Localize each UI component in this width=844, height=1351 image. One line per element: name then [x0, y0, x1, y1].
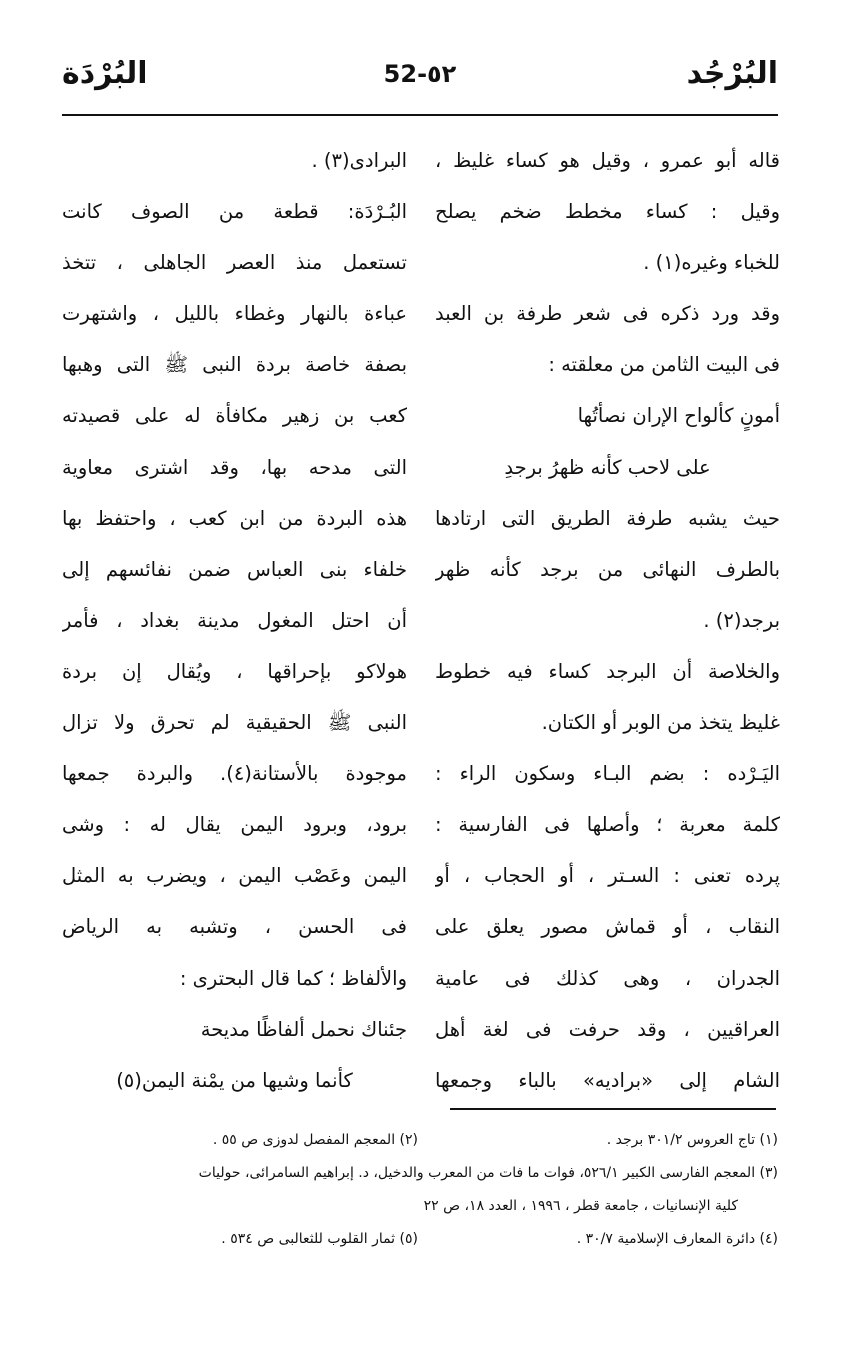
page-header [62, 56, 778, 100]
footnote-row [62, 1124, 778, 1157]
footnote-3-continued: كلية الإنسانيات ، جامعة قطر ، ١٩٩٦ ، العدد ١٨، ص ٢٢ [423, 1198, 738, 1214]
text-line: تستعمل منذ العصر الجاهلى ، تتخذ [62, 251, 407, 275]
footnote-4: (٤) دائرة المعارف الإسلامية ٣٠/٧ . [576, 1231, 778, 1247]
text-line: والخلاصة أن البرجد كساء فيه خطوط [435, 659, 780, 683]
header-left-title: البُرْدَة [62, 56, 148, 91]
text-line: پرده تعنى : السـتر ، أو الحجاب ، أو [435, 864, 780, 888]
entry-heading-line: اليَـرْده : بضم البـاء وسكون الراء : [435, 762, 780, 786]
text-line: كلمة معربة ؛ وأصلها فى الفارسية : [435, 813, 780, 837]
text-line: العراقيين ، وقد حرفت فى لغة أهل [435, 1017, 780, 1041]
text-line: خلفاء بنى العباس ضمن نفائسهم إلى [62, 557, 407, 581]
text-line: فى الحسن ، وتشبه به الرياض [62, 915, 407, 939]
footnote-rule [450, 1108, 776, 1110]
text-line: بالطرف النهائى من برجد كأنه ظهر [435, 557, 780, 581]
right-column [435, 135, 780, 1106]
verse-line: جئناك نحمل ألفاظًا مديحة [200, 1017, 407, 1041]
text-line: وقد ورد ذكره فى شعر طرفة بن العبد [435, 302, 780, 326]
text-line: هولاكو بإحراقها ، ويُقال إن بردة [62, 659, 407, 683]
footnote-1: (١) تاج العروس ٣٠١/٢ برجد . [606, 1132, 778, 1148]
text-line: حيث يشبه طرفة الطريق التى ارتادها [435, 506, 780, 530]
footnote-5: (٥) ثمار القلوب للثعالبى ص ٥٣٤ . [221, 1231, 418, 1247]
header-rule [62, 114, 778, 116]
text-line: عباءة بالنهار وغطاء بالليل ، واشتهرت [62, 302, 407, 326]
left-column [62, 135, 407, 1106]
footnote-row [62, 1157, 778, 1190]
text-line: والألفاظ ؛ كما قال البحترى : [179, 966, 407, 990]
text-line: موجودة بالأستانة(٤). والبردة جمعها [62, 762, 407, 786]
text-line: اليمن وعَصْب اليمن ، ويضرب به المثل [62, 864, 407, 888]
entry-heading-line: البُـرْدَة: قطعة من الصوف كانت [62, 200, 407, 224]
verse-line: كأنما وشيها من يمْنة اليمن(٥) [116, 1068, 353, 1092]
text-line: الشام إلى «براديه» بالباء وجمعها [435, 1068, 780, 1092]
footnotes [62, 1124, 778, 1256]
text-line: أن احتل المغول مدينة بغداد ، فأمر [62, 608, 407, 632]
text-line: الجدران ، وهى كذلك فى عامية [435, 966, 780, 990]
footnote-row [62, 1223, 778, 1256]
text-line: النبى ﷺ الحقيقية لم تحرق ولا تزال [62, 711, 407, 735]
text-line: قاله أبو عمرو ، وقيل هو كساء غليظ ، [435, 149, 780, 172]
text-line: التى مدحه بها، وقد اشترى معاوية [62, 455, 407, 479]
footnote-3: (٣) المعجم الفارسى الكبير ٥٢٦/١، فوات ما فات من المعرب والدخيل، د. إبراهيم السامرائى، حوليات [198, 1165, 778, 1181]
page-number: 52-٥٢ [383, 60, 457, 88]
text-line: وقيل : كساء مخطط ضخم يصلح [435, 200, 780, 224]
footnote-row [62, 1190, 778, 1223]
footnote-2: (٢) المعجم المفصل لدوزى ص ٥٥ . [212, 1132, 418, 1148]
text-line: بصفة خاصة بردة النبى ﷺ التى وهبها [62, 353, 407, 377]
header-right-title: البُرْجُد [686, 56, 778, 91]
text-line: برود، وبرود اليمن يقال له : وشى [62, 813, 407, 837]
text-line: كعب بن زهير مكافأة له على قصيدته [62, 404, 407, 428]
verse-line: أمونٍ كألواح الإران نصأتُها [577, 404, 780, 428]
verse-line: على لاحب كأنه ظهرُ برجدِ [504, 455, 711, 479]
text-line: فى البيت الثامن من معلقته : [548, 353, 780, 377]
text-line: النقاب ، أو قماش مصور يعلق على [435, 915, 780, 939]
text-line: البرادى(٣) . [311, 149, 407, 172]
text-line: برجد(٢) . [703, 608, 780, 632]
text-line: للخباء وغيره(١) . [643, 251, 780, 275]
text-line: غليظ يتخذ من الوبر أو الكتان. [541, 711, 780, 735]
text-line: هذه البردة من ابن كعب ، واحتفظ بها [62, 506, 407, 530]
